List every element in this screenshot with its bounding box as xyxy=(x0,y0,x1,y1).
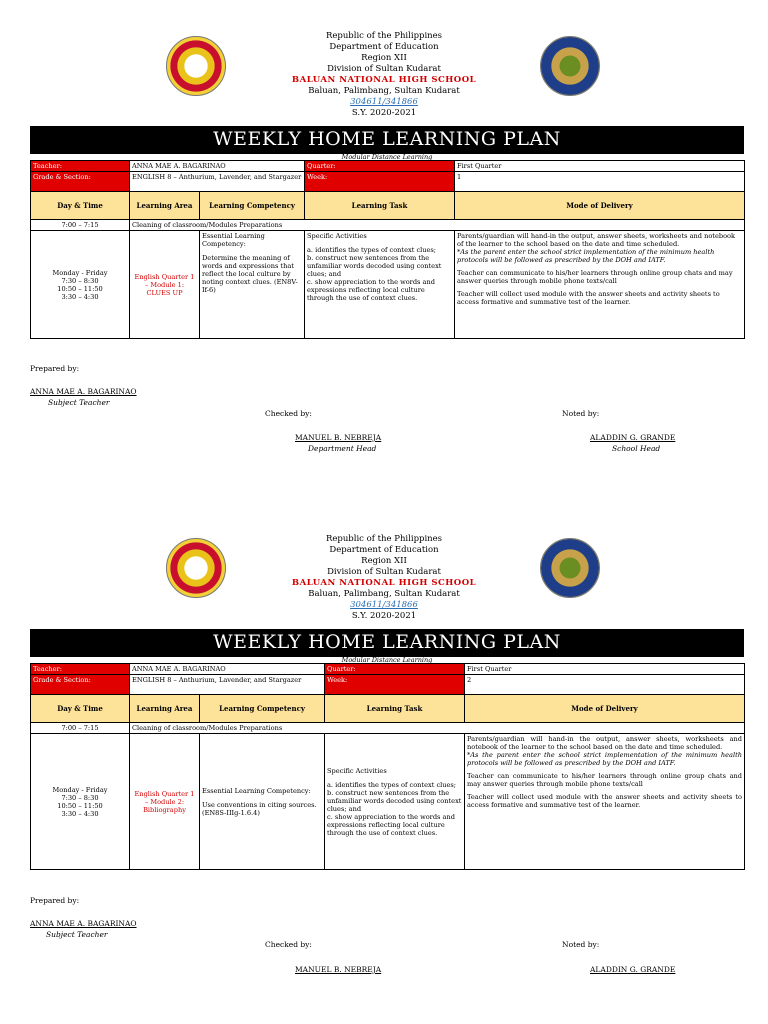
preparer-name: ANNA MAE A. BAGARINAO xyxy=(30,387,137,396)
school-year: S.Y. 2020-2021 xyxy=(351,611,417,621)
col-learning-competency: Learning Competency xyxy=(200,192,305,220)
task-cell xyxy=(305,231,455,339)
checked-by-label: Checked by: xyxy=(265,409,312,418)
header-line: Department of Education xyxy=(329,42,439,52)
week-value: 1 xyxy=(455,172,745,192)
preparer-role: Subject Teacher xyxy=(48,398,110,407)
quarter-label: Quarter: xyxy=(305,161,455,172)
task-item: b. construct new sentences from the unfamiliar words decoded using context clues; and xyxy=(307,254,442,278)
task-item: a. identifies the types of context clues; xyxy=(327,780,456,789)
mode-item: Teacher will collect used module with the answer sheets and activity sheets to access formative and summative test of the learner. xyxy=(467,793,742,809)
prepared-by-label: Prepared by: xyxy=(30,896,80,905)
col-mode-of-delivery: Mode of Delivery xyxy=(465,695,745,723)
grade-value: ENGLISH 8 – Anthurium, Lavender, and Stargazer xyxy=(130,172,305,192)
school-name: BALUAN NATIONAL HIGH SCHOOL xyxy=(291,75,477,85)
teacher-label: Teacher: xyxy=(31,161,130,172)
time: 10:50 – 11:50 xyxy=(57,284,103,293)
noter-name: ALADDIN G. GRANDE xyxy=(590,965,676,974)
school-address: Baluan, Palimbang, Sultan Kudarat xyxy=(308,589,460,599)
learning-area: English Quarter 1 – Module 1: CLUES UP xyxy=(130,231,200,339)
col-day-time: Day & Time xyxy=(31,192,130,220)
school-year: S.Y. 2020-2021 xyxy=(351,108,417,118)
task-item: b. construct new sentences from the unfamiliar words decoded using context clues; and xyxy=(327,788,462,813)
mode-cell xyxy=(465,734,745,870)
mode-item: Teacher can communicate to his/her learners through online group chats and may answer queries through mobile phone texts/call xyxy=(457,269,733,285)
school-phone: 304611/341866 xyxy=(350,600,418,610)
grade-label: Grade & Section: xyxy=(31,675,130,695)
mode-item: Teacher will collect used module with the answer sheets and activity sheets to access formative and summative test of the learner. xyxy=(457,290,720,306)
document-header xyxy=(0,31,768,119)
week-value: 2 xyxy=(465,675,745,695)
schedule-cell xyxy=(31,231,130,339)
grade-value: ENGLISH 8 – Anthurium, Lavender, and Stargazer xyxy=(130,675,325,695)
time: 3:30 – 4:30 xyxy=(61,292,99,301)
prepared-by-label: Prepared by: xyxy=(30,364,80,373)
time: 7:30 – 8:30 xyxy=(61,276,99,285)
plan-table xyxy=(30,663,745,870)
header-line: Division of Sultan Kudarat xyxy=(327,64,441,74)
noted-by-label: Noted by: xyxy=(562,409,600,418)
quarter-label: Quarter: xyxy=(325,664,465,675)
col-learning-area: Learning Area xyxy=(130,695,200,723)
col-learning-area: Learning Area xyxy=(130,192,200,220)
col-learning-competency: Learning Competency xyxy=(200,695,325,723)
plan-subtitle: Modular Distance Learning xyxy=(341,153,433,161)
schedule-cell xyxy=(31,734,130,870)
header-line: Republic of the Philippines xyxy=(325,534,443,544)
competency-cell xyxy=(200,734,325,870)
mode-item: Teacher can communicate to his/her learners through online group chats and may answer queries through mobile phone texts/call xyxy=(467,772,742,788)
cleaning-activity: Cleaning of classroom/Modules Preparations xyxy=(130,723,745,734)
checked-by-label: Checked by: xyxy=(265,940,312,949)
time: 3:30 – 4:30 xyxy=(61,809,99,818)
time: 10:50 – 11:50 xyxy=(57,801,103,810)
noter-name: ALADDIN G. GRANDE xyxy=(590,433,676,442)
school-phone: 304611/341866 xyxy=(350,97,418,107)
checker-role: Department Head xyxy=(308,444,377,453)
competency-cell xyxy=(200,231,305,339)
col-mode-of-delivery: Mode of Delivery xyxy=(455,192,745,220)
grade-label: Grade & Section: xyxy=(31,172,130,192)
preparer-name: ANNA MAE A. BAGARINAO xyxy=(30,919,137,928)
competency-heading: Essential Learning Competency: xyxy=(202,786,311,795)
quarter-value: First Quarter xyxy=(465,664,745,675)
time-slot: 7:00 – 7:15 xyxy=(31,723,130,734)
noter-role: School Head xyxy=(612,444,661,453)
mode-item: Parents/guardian will hand-in the output, answer sheets, worksheets and notebook of the learner to the school based on the date and time scheduled. xyxy=(467,735,742,751)
noted-by-label: Noted by: xyxy=(562,940,600,949)
task-item: c. show appreciation to the words and expressions reflecting local culture through the use of context clues. xyxy=(327,812,455,837)
teacher-value: ANNA MAE A. BAGARINAO xyxy=(130,161,305,172)
checker-name: MANUEL B. NEBREJA xyxy=(295,433,382,442)
task-cell xyxy=(325,734,465,870)
days: Monday - Friday xyxy=(52,785,108,794)
header-line: Region XII xyxy=(361,53,407,63)
week-label: Week: xyxy=(305,172,455,192)
mode-item: *As the parent enter the school strict implementation of the minimum health protocols will be followed as prescribed by the DOH and IATF. xyxy=(457,248,715,264)
school-name: BALUAN NATIONAL HIGH SCHOOL xyxy=(291,578,477,588)
competency-text: Use conventions in citing sources. (EN8S-IIIg-1.6.4) xyxy=(202,800,317,817)
specific-activities-heading: Specific Activities xyxy=(307,232,367,240)
plan-title: WEEKLY HOME LEARNING PLAN xyxy=(30,629,744,657)
mode-item: Parents/guardian will hand-in the output, answer sheets, worksheets and notebook of the learner to the school based on the date and time scheduled. xyxy=(457,232,736,248)
week-label: Week: xyxy=(325,675,465,695)
plan-table xyxy=(30,160,745,339)
col-learning-task: Learning Task xyxy=(305,192,455,220)
task-item: a. identifies the types of context clues; xyxy=(307,246,436,254)
header-line: Republic of the Philippines xyxy=(325,31,443,41)
checker-name: MANUEL B. NEBREJA xyxy=(295,965,382,974)
col-day-time: Day & Time xyxy=(31,695,130,723)
mode-cell xyxy=(455,231,745,339)
time-slot: 7:00 – 7:15 xyxy=(31,220,130,231)
teacher-label: Teacher: xyxy=(31,664,130,675)
mode-item: *As the parent enter the school strict implementation of the minimum health protocols will be followed as prescribed by the DOH and IATF. xyxy=(467,751,742,767)
header-line: Region XII xyxy=(361,556,407,566)
quarter-value: First Quarter xyxy=(455,161,745,172)
specific-activities-heading: Specific Activities xyxy=(327,766,387,775)
days: Monday - Friday xyxy=(52,268,108,277)
competency-text: Determine the meaning of words and expressions that reflect the local culture by noting context clues. (EN8V-If-6) xyxy=(202,254,298,294)
header-line: Division of Sultan Kudarat xyxy=(327,567,441,577)
cleaning-activity: Cleaning of classroom/Modules Preparations xyxy=(130,220,745,231)
task-item: c. show appreciation to the words and expressions reflecting local culture through the use of context clues. xyxy=(307,278,435,302)
teacher-value: ANNA MAE A. BAGARINAO xyxy=(130,664,325,675)
school-address: Baluan, Palimbang, Sultan Kudarat xyxy=(308,86,460,96)
learning-area: English Quarter 1 – Module 2: Bibliography xyxy=(130,734,200,870)
plan-title: WEEKLY HOME LEARNING PLAN xyxy=(30,126,744,154)
col-learning-task: Learning Task xyxy=(325,695,465,723)
preparer-role: Subject Teacher xyxy=(46,930,108,939)
document-header xyxy=(0,534,768,622)
time: 7:30 – 8:30 xyxy=(61,793,99,802)
header-line: Department of Education xyxy=(329,545,439,555)
competency-heading: Essential Learning Competency: xyxy=(202,232,265,248)
plan-subtitle: Modular Distance Learning xyxy=(341,656,433,664)
